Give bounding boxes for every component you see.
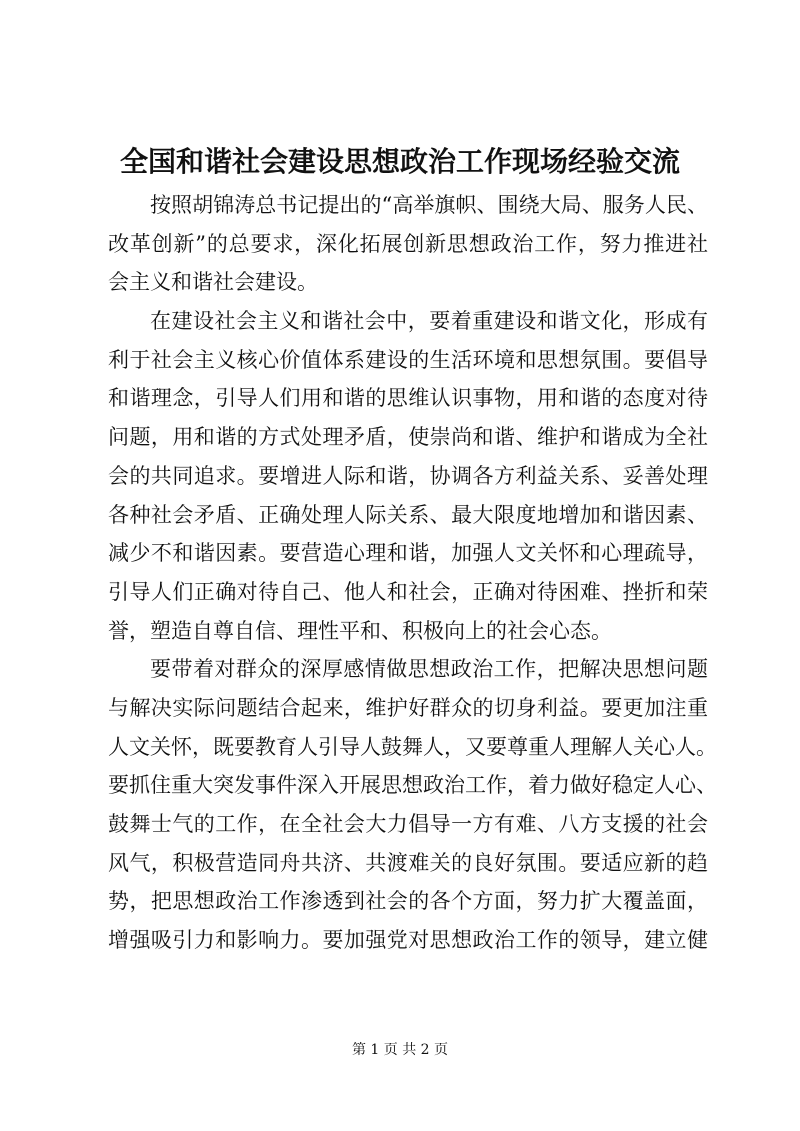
- paragraph-line: 要带着对群众的深厚感情做思想政治工作，把解决思想问题: [150, 657, 708, 682]
- document-title: 全国和谐社会建设思想政治工作现场经验交流: [119, 145, 680, 178]
- paragraph-line: 利于社会主义核心价值体系建设的生活环境和思想氛围。要倡导: [108, 347, 708, 372]
- paragraph-line: 增强吸引力和影响力。要加强党对思想政治工作的领导，建立健: [108, 928, 708, 953]
- document-body: [108, 186, 717, 960]
- paragraph-line: 在建设社会主义和谐社会中，要着重建设和谐文化，形成有: [150, 309, 708, 334]
- paragraph-2: [108, 302, 708, 650]
- paragraph-line: 会的共同追求。要增进人际和谐，协调各方利益关系、妥善处理: [108, 463, 708, 488]
- paragraph-line: 风气，积极营造同舟共济、共渡难关的良好氛围。要适应新的趋: [108, 850, 708, 875]
- paragraph-line: 减少不和谐因素。要营造心理和谐，加强人文关怀和心理疏导，: [108, 541, 708, 566]
- paragraph-line: 各种社会矛盾、正确处理人际关系、最大限度地增加和谐因素、: [108, 502, 708, 527]
- paragraph-line: 要抓住重大突发事件深入开展思想政治工作，着力做好稳定人心、: [108, 773, 717, 798]
- paragraph-line: 会主义和谐社会建设。: [108, 270, 318, 295]
- paragraph-line: 与解决实际问题结合起来，维护好群众的切身利益。要更加注重: [108, 695, 708, 720]
- paragraph-line: 誉，塑造自尊自信、理性平和、积极向上的社会心态。: [108, 618, 612, 643]
- page-footer: 第 1 页 共 2 页: [351, 1042, 449, 1058]
- paragraph-line: 改革创新”的总要求，深化拓展创新思想政治工作，努力推进社: [108, 231, 708, 256]
- paragraph-line: 人文关怀，既要教育人引导人鼓舞人，又要尊重人理解人关心人。: [108, 734, 717, 759]
- paragraph-line: 势，把思想政治工作渗透到社会的各个方面，努力扩大覆盖面，: [108, 889, 708, 914]
- paragraph-line: 按照胡锦涛总书记提出的“高举旗帜、围绕大局、服务人民、: [150, 193, 708, 217]
- paragraph-3: [108, 650, 717, 960]
- paragraph-line: 和谐理念，引导人们用和谐的思维认识事物，用和谐的态度对待: [108, 386, 708, 411]
- paragraph-line: 引导人们正确对待自己、他人和社会，正确对待困难、挫折和荣: [108, 579, 708, 604]
- paragraph-1: [108, 186, 708, 302]
- paragraph-line: 鼓舞士气的工作，在全社会大力倡导一方有难、八方支援的社会: [108, 812, 708, 836]
- paragraph-line: 问题，用和谐的方式处理矛盾，使崇尚和谐、维护和谐成为全社: [108, 425, 708, 450]
